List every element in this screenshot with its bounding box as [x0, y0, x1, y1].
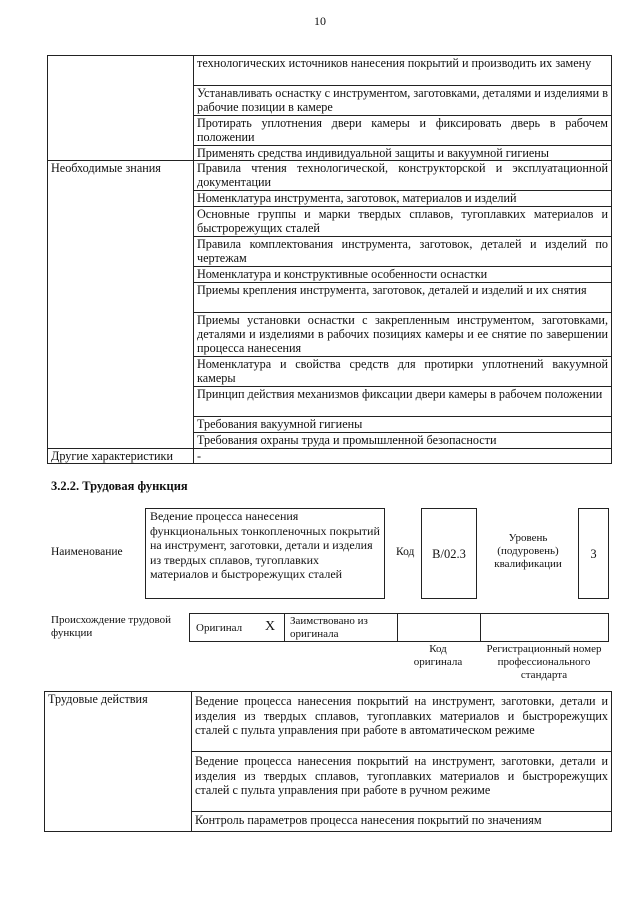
action-row: Контроль параметров процесса нанесения покрытий по значениям [192, 812, 612, 832]
code-value: B/02.3 [432, 547, 466, 561]
knowledge-row: Правила комплектования инструмента, заготовок, деталей и изделий по чертежам [194, 237, 612, 267]
level-label: Уровень (подуровень) квалификации [494, 532, 562, 570]
function-name-box [145, 508, 385, 599]
function-name: Ведение процесса нанесения функциональных тонкопленочных покрытий на инструмент, заготовки, детали и изделия из твердых сплавов, тугоплавких материалов и быстрорежущих сталей [150, 509, 380, 581]
knowledge-row: Приемы крепления инструмента, заготовок, деталей и изделий и их снятия [194, 283, 612, 313]
page-number: 10 [314, 14, 326, 28]
knowledge-row: Приемы установки оснастки с закрепленным инструментом, заготовками, деталями и изделиями в рабочих позициях камеры и ее снятие по завершении процесса нанесения [194, 313, 612, 357]
section-title: 3.2.2. Трудовая функция [51, 479, 188, 493]
action-row: Ведение процесса нанесения покрытий на инструмент, заготовки, детали и изделия из твердых сплавов, тугоплавких материалов и быстрорежущих сталей с пульта управления при работе в ручном режиме [192, 752, 612, 812]
empty-label-cell [48, 56, 194, 161]
actions-label: Трудовые действия [45, 692, 192, 832]
skill-row: Устанавливать оснастку с инструментом, заготовками, деталями и изделиями в рабочие позиции в камере [194, 86, 612, 116]
name-label: Наименование [51, 546, 123, 558]
other-characteristics-value: - [194, 449, 612, 464]
other-characteristics-label: Другие характеристики [48, 449, 194, 464]
code-box [421, 508, 477, 599]
code-original-label: Код оригинала [413, 643, 463, 668]
original-mark: X [265, 619, 276, 634]
original-label: Оригинал [196, 622, 243, 634]
knowledge-row: Требования охраны труда и промышленной безопасности [194, 433, 612, 449]
knowledge-row: Номенклатура и свойства средств для протирки уплотнений вакуумной камеры [194, 357, 612, 387]
borrowed-label: Заимствовано из оригинала [290, 615, 368, 640]
knowledge-label: Необходимые знания [48, 161, 194, 449]
skill-row: Протирать уплотнения двери камеры и фиксировать дверь в рабочем положении [194, 116, 612, 146]
origin-label: Происхождение трудовой функции [51, 614, 172, 639]
knowledge-row: Принцип действия механизмов фиксации двери камеры в рабочем положении [194, 387, 612, 417]
knowledge-row: Правила чтения технологической, конструкторской и эксплуатационной документации [194, 161, 612, 191]
origin-divider [397, 613, 398, 641]
knowledge-row: Номенклатура инструмента, заготовок, материалов и изделий [194, 191, 612, 207]
knowledge-table [47, 55, 612, 464]
level-box [578, 508, 609, 599]
origin-divider [480, 613, 481, 641]
action-row: Ведение процесса нанесения покрытий на инструмент, заготовки, детали и изделия из твердых сплавов, тугоплавких материалов и быстрорежущих сталей с пульта управления при работе в автоматическом режиме [192, 692, 612, 752]
code-label: Код [396, 546, 415, 558]
level-value: 3 [590, 547, 597, 561]
knowledge-row: Основные группы и марки твердых сплавов, тугоплавких материалов и быстрорежущих сталей [194, 207, 612, 237]
knowledge-row: Номенклатура и конструктивные особенности оснастки [194, 267, 612, 283]
origin-divider [284, 613, 285, 641]
skill-row: технологических источников нанесения покрытий и производить их замену [194, 56, 612, 86]
origin-row [189, 613, 609, 642]
actions-table [44, 691, 612, 832]
knowledge-row: Требования вакуумной гигиены [194, 417, 612, 433]
reg-number-label: Регистрационный номер профессионального стандарта [486, 643, 602, 681]
skill-row: Применять средства индивидуальной защиты и вакуумной гигиены [194, 146, 612, 161]
